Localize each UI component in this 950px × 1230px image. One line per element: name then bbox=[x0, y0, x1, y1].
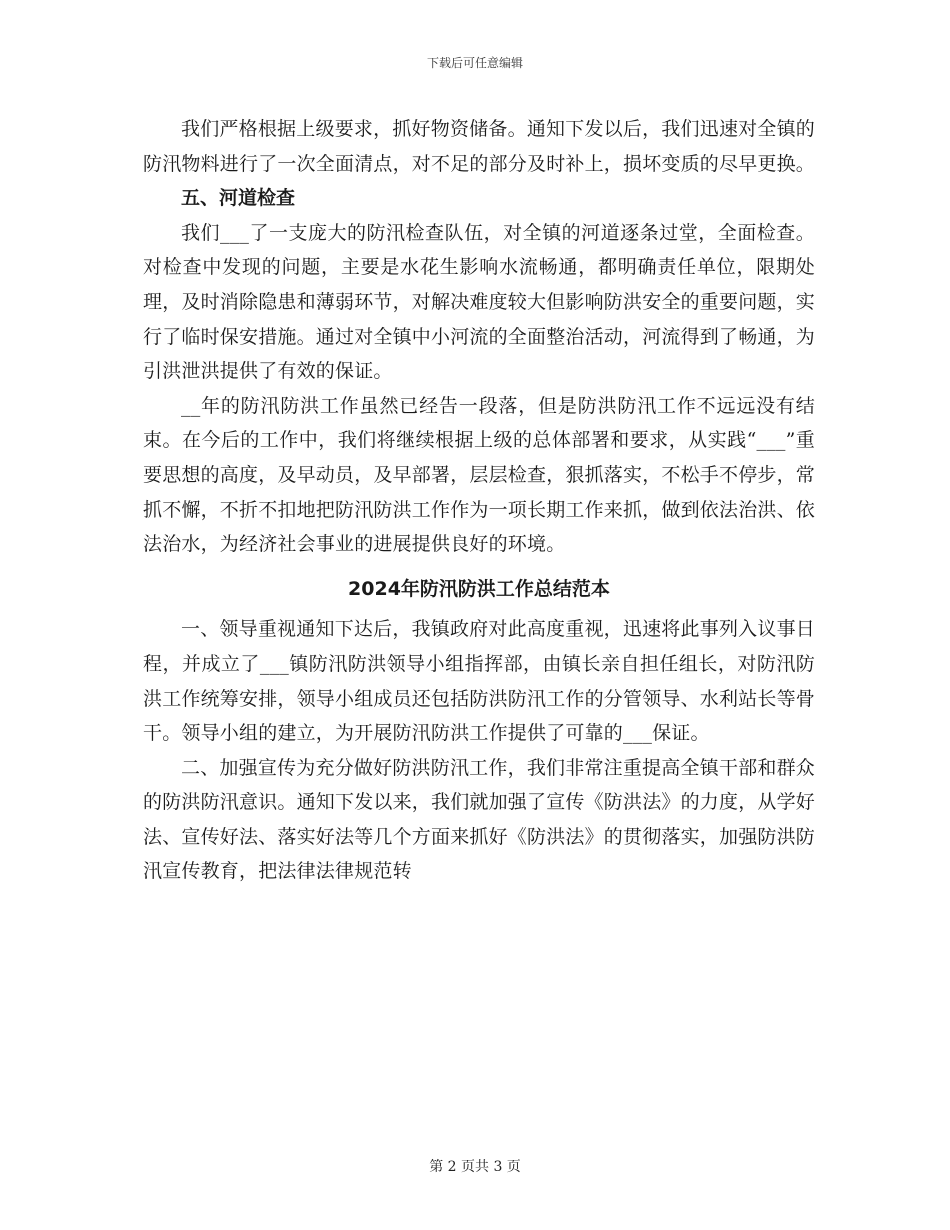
paragraph-publicity: 二、加强宣传为充分做好防洪防汛工作，我们非常注重提高全镇干部和群众的防洪防汛意识。通知下发以来，我们就加强了宣传《防洪法》的力度，从学好法、宣传好法、落实好法等几个方面来抓好《防洪法》的贯彻落实，加强防洪防汛宣传教育，把法律法律规范转 bbox=[143, 756, 816, 883]
paragraph-leadership: 一、领导重视通知下达后，我镇政府对此高度重视，迅速将此事列入议事日程，并成立了___镇防汛防洪领导小组指挥部，由镇长亲自担任组长，对防汛防洪工作统筹安排，领导小组成员还包括防洪防汛工作的分管领导、水利站长等骨干。领导小组的建立，为开展防汛防洪工作提供了可靠的___保证。 bbox=[143, 618, 816, 745]
page-header: 下载后可任意编辑 bbox=[426, 56, 523, 70]
paragraph-material-reserve: 我们严格根据上级要求，抓好物资储备。通知下发以后，我们迅速对全镇的防汛物料进行了一次全面清点，对不足的部分及时补上，损坏变质的尽早更换。 bbox=[143, 118, 816, 175]
paragraph-river-inspection: 我们___了一支庞大的防汛检查队伍，对全镇的河道逐条过堂，全面检查。对检查中发现的问题，主要是水花生影响水流畅通，都明确责任单位，限期处理，及时消除隐患和薄弱环节，对解决难度较大但影响防洪安全的重要问题，实行了临时保安措施。通过对全镇中小河流的全面整治活动，河流得到了畅通，为引洪泄洪提供了有效的保证。 bbox=[143, 221, 816, 383]
page-footer: 第 2 页共 3 页 bbox=[429, 1159, 521, 1175]
document-title: 2024年防汛防洪工作总结范本 bbox=[348, 577, 610, 600]
section-heading-river-inspection: 五、河道检查 bbox=[181, 187, 296, 210]
paragraph-conclusion: __年的防汛防洪工作虽然已经告一段落，但是防洪防汛工作不远远没有结束。在今后的工作中，我们将继续根据上级的总体部署和要求，从实践“___”重要思想的高度，及早动员，及早部署，层层检查，狠抓落实，不松手不停步，常抓不懈，不折不扣地把防汛防洪工作作为一项长期工作来抓，做到依法治洪、依法治水，为经济社会事业的进展提供良好的环境。 bbox=[143, 394, 816, 556]
document-body bbox=[143, 112, 815, 889]
